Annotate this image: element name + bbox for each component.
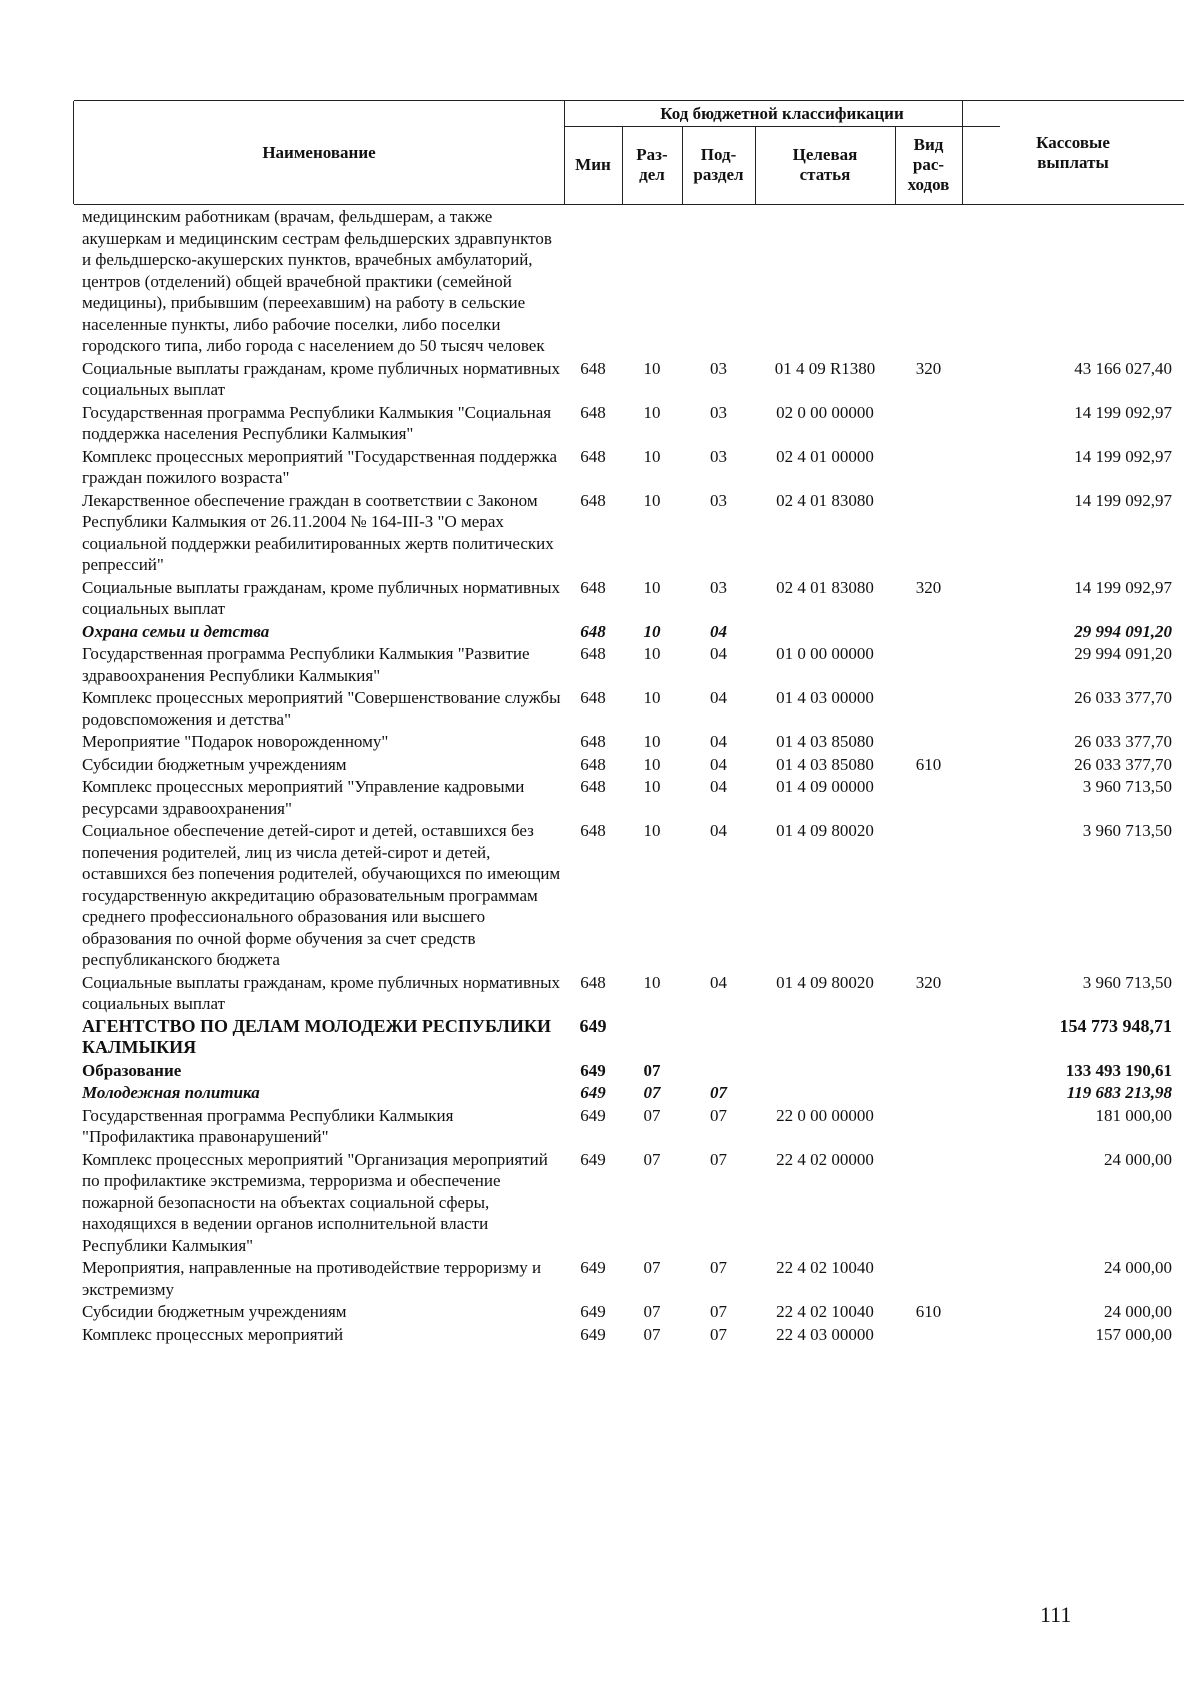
- row-min: 649: [580, 1258, 606, 1277]
- table-row: [74, 819, 1184, 971]
- row-podrazdel: 03: [710, 402, 727, 422]
- row-name: Комплекс процессных мероприятий "Совершенствование службы родовспоможения и детства": [82, 688, 561, 729]
- table-row: [74, 753, 1184, 776]
- row-podrazdel: 07: [710, 1302, 727, 1321]
- row-podrazdel: 04: [710, 754, 727, 774]
- row-razdel: 10: [643, 777, 661, 796]
- budget-table: [74, 100, 1184, 1345]
- row-min: 648: [580, 490, 606, 510]
- row-razdel: 10: [643, 577, 661, 597]
- row-name: АГЕНТСТВО ПО ДЕЛАМ МОЛОДЕЖИ РЕСПУБЛИКИ КАЛМЫКИЯ: [82, 1015, 551, 1057]
- row-name: Комплекс процессных мероприятий "Государственная поддержка граждан пожилого возраста": [82, 446, 558, 487]
- row-podrazdel: 04: [710, 972, 727, 992]
- table-row: [74, 775, 1184, 819]
- row-vid: [895, 687, 962, 730]
- row-min: 649: [580, 1324, 606, 1344]
- table-row: [74, 357, 1184, 401]
- row-celevaya: 22 4 03 00000: [776, 1324, 874, 1344]
- row-min: 648: [580, 777, 606, 796]
- table-row: [74, 642, 1184, 686]
- row-amount: 26 033 377,70: [1074, 732, 1172, 751]
- table-row: [74, 620, 1184, 643]
- row-celevaya: [755, 1082, 895, 1104]
- row-vid: [895, 1257, 962, 1300]
- row-name: Социальные выплаты гражданам, кроме публичных нормативных социальных выплат: [82, 972, 561, 1013]
- row-podrazdel: [682, 1016, 755, 1059]
- row-celevaya: 02 4 01 00000: [776, 446, 874, 466]
- header-razdel: Раз- дел: [636, 145, 668, 184]
- row-min: 649: [580, 1149, 606, 1169]
- row-razdel: 07: [643, 1302, 661, 1321]
- row-vid: [895, 643, 962, 686]
- row-amount: 26 033 377,70: [1074, 754, 1172, 774]
- table-row: [74, 1015, 1184, 1059]
- row-podrazdel: 04: [710, 777, 727, 796]
- row-amount: 181 000,00: [1095, 1105, 1172, 1125]
- row-vid: 320: [915, 358, 942, 378]
- row-vid: 320: [915, 577, 942, 597]
- table-row: [74, 1059, 1184, 1082]
- row-razdel: 10: [643, 358, 661, 378]
- header-vid: Вид рас- ходов: [907, 135, 950, 194]
- table-row: [74, 489, 1184, 576]
- row-razdel: 07: [643, 1149, 661, 1169]
- table-row: [74, 971, 1184, 1015]
- row-amount: 24 000,00: [1104, 1302, 1172, 1321]
- row-celevaya: 01 4 09 80020: [776, 972, 874, 992]
- page-number: 111: [1040, 1602, 1072, 1627]
- row-min: 648: [580, 358, 606, 378]
- row-amount: 24 000,00: [1104, 1258, 1172, 1277]
- row-celevaya: 01 4 03 85080: [776, 732, 874, 751]
- table-row: [74, 445, 1184, 489]
- table-body: [74, 205, 1184, 1345]
- row-vid: 320: [915, 972, 942, 992]
- row-amount: 14 199 092,97: [1074, 490, 1172, 510]
- row-celevaya: 01 4 03 00000: [776, 688, 874, 707]
- header-min: Мин: [575, 155, 611, 174]
- row-vid: [895, 820, 962, 971]
- row-razdel: 07: [643, 1258, 661, 1277]
- row-podrazdel: 07: [710, 1324, 727, 1344]
- row-amount: 157 000,00: [1095, 1324, 1172, 1344]
- row-name: Образование: [82, 1060, 182, 1080]
- row-razdel: 10: [643, 402, 661, 422]
- row-amount: 14 199 092,97: [1074, 402, 1172, 422]
- row-vid: [895, 776, 962, 819]
- table-row: [74, 686, 1184, 730]
- row-min: 649: [579, 1015, 607, 1036]
- row-razdel: 10: [643, 688, 661, 707]
- row-celevaya: [755, 621, 895, 643]
- row-celevaya: 22 4 02 10040: [776, 1258, 874, 1277]
- row-razdel: [622, 206, 682, 357]
- row-razdel: 10: [643, 972, 661, 992]
- row-amount: 119 683 213,98: [1066, 1083, 1172, 1102]
- row-celevaya: [755, 1016, 895, 1059]
- table-row: [74, 401, 1184, 445]
- row-vid: [895, 621, 962, 643]
- row-celevaya: 01 0 00 00000: [776, 644, 874, 663]
- row-podrazdel: 03: [710, 577, 727, 597]
- row-podrazdel: 07: [710, 1105, 727, 1125]
- row-podrazdel: 07: [710, 1258, 727, 1277]
- table-row: [74, 1104, 1184, 1148]
- row-podrazdel: [682, 206, 755, 357]
- row-razdel: 07: [643, 1083, 661, 1102]
- row-min: 648: [580, 821, 606, 840]
- row-podrazdel: 07: [710, 1083, 727, 1102]
- row-podrazdel: 04: [710, 732, 727, 751]
- row-vid: [895, 206, 962, 357]
- row-razdel: [622, 1016, 682, 1059]
- row-amount: 29 994 091,20: [1074, 621, 1172, 641]
- row-name: Государственная программа Республики Калмыкия "Социальная поддержка населения Республики Калмыкия": [82, 402, 552, 443]
- row-vid: [895, 1016, 962, 1059]
- table-row: [74, 1081, 1184, 1104]
- row-podrazdel: 03: [710, 490, 727, 510]
- row-podrazdel: 04: [710, 644, 727, 663]
- row-vid: [895, 1060, 962, 1082]
- row-celevaya: 22 0 00 00000: [776, 1105, 874, 1125]
- row-amount: [962, 206, 1180, 357]
- row-amount: 43 166 027,40: [1074, 358, 1172, 378]
- row-amount: 14 199 092,97: [1074, 446, 1172, 466]
- row-min: 649: [580, 1083, 606, 1102]
- header-kbk: Код бюджетной классификации: [564, 101, 1000, 127]
- row-razdel: 07: [643, 1060, 661, 1080]
- row-amount: 3 960 713,50: [1082, 777, 1172, 796]
- row-name: Государственная программа Республики Калмыкия "Развитие здравоохранения Республики Калмыкия": [82, 644, 530, 685]
- row-vid: [895, 1082, 962, 1104]
- table-row: [74, 1256, 1184, 1300]
- row-razdel: 10: [643, 754, 661, 774]
- row-min: 648: [580, 446, 606, 466]
- row-name: Мероприятие "Подарок новорожденному": [82, 732, 389, 751]
- row-name: медицинским работникам (врачам, фельдшерам, а также акушеркам и медицинским сестрам фельдшерских здравпунктов и фельдшерско-акушерских пунктов, врачебных амбулаторий, центров (отделений) общей врачебной практики (семейной медицины), прибывшим (переехавшим) на работу в сельские населенные пункты, либо рабочие поселки, либо поселки городского типа, либо города с населением до 50 тысяч человек: [82, 207, 552, 355]
- row-podrazdel: 04: [710, 621, 727, 641]
- row-min: 648: [580, 577, 606, 597]
- row-min: 649: [580, 1060, 606, 1080]
- row-celevaya: 02 4 01 83080: [776, 490, 874, 510]
- row-podrazdel: 04: [710, 821, 727, 840]
- table-row: [74, 1323, 1184, 1346]
- row-celevaya: 01 4 09 80020: [776, 821, 874, 840]
- row-min: 648: [580, 621, 606, 641]
- row-name: Охрана семьи и детства: [82, 621, 270, 641]
- row-celevaya: [755, 206, 895, 357]
- row-vid: [895, 1149, 962, 1257]
- row-min: 649: [580, 1302, 606, 1321]
- row-name: Комплекс процессных мероприятий "Управление кадровыми ресурсами здравоохранения": [82, 777, 525, 818]
- row-razdel: 10: [643, 490, 661, 510]
- row-podrazdel: 07: [710, 1149, 727, 1169]
- row-vid: 610: [915, 754, 942, 774]
- row-vid: [895, 490, 962, 576]
- row-razdel: 07: [643, 1324, 661, 1344]
- row-celevaya: 01 4 09 R1380: [774, 358, 876, 378]
- table-row: [74, 576, 1184, 620]
- row-name: Государственная программа Республики Калмыкия "Профилактика правонарушений": [82, 1105, 454, 1146]
- row-celevaya: [755, 1060, 895, 1082]
- header-celevaya: Целевая статья: [792, 145, 858, 184]
- row-name: Социальные выплаты гражданам, кроме публичных нормативных социальных выплат: [82, 577, 561, 618]
- row-vid: [895, 402, 962, 445]
- header-kassa: Кассовые выплаты: [1036, 132, 1110, 172]
- table-row: [74, 730, 1184, 753]
- row-amount: 3 960 713,50: [1082, 972, 1172, 992]
- row-celevaya: 01 4 03 85080: [776, 754, 874, 774]
- row-amount: 24 000,00: [1104, 1149, 1172, 1169]
- row-name: Молодежная политика: [82, 1083, 260, 1102]
- row-celevaya: 02 4 01 83080: [776, 577, 874, 597]
- row-razdel: 10: [643, 732, 661, 751]
- table-row: [74, 1300, 1184, 1323]
- row-min: 648: [580, 972, 606, 992]
- row-name: Субсидии бюджетным учреждениям: [82, 1302, 347, 1321]
- header-name: Наименование: [262, 142, 376, 162]
- table-row: [74, 1148, 1184, 1257]
- row-name: Лекарственное обеспечение граждан в соответствии с Законом Республики Калмыкия от 26.11.2004 № 164-III-З "О мерах социальной поддержки реабилитированных жертв политических репрессий": [82, 490, 554, 574]
- row-amount: 29 994 091,20: [1074, 644, 1172, 663]
- row-min: [564, 206, 622, 357]
- row-celevaya: 22 4 02 00000: [776, 1149, 874, 1169]
- row-name: Комплекс процессных мероприятий "Организация мероприятий по профилактике экстремизма, терроризма и обеспечение пожарной безопасности на объектах социальной сферы, находящихся в ведении органов исполнительной власти Республики Калмыкия": [82, 1149, 548, 1255]
- row-min: 648: [580, 688, 606, 707]
- row-vid: [895, 446, 962, 489]
- row-podrazdel: [682, 1060, 755, 1082]
- row-name: Субсидии бюджетным учреждениям: [82, 754, 347, 774]
- row-vid: [895, 1105, 962, 1148]
- row-min: 648: [580, 644, 606, 663]
- row-amount: 26 033 377,70: [1074, 688, 1172, 707]
- row-podrazdel: 03: [710, 358, 727, 378]
- row-podrazdel: 04: [710, 688, 727, 707]
- row-razdel: 10: [643, 821, 661, 840]
- row-vid: [895, 1324, 962, 1346]
- row-vid: [895, 731, 962, 753]
- row-min: 648: [580, 754, 606, 774]
- row-name: Социальное обеспечение детей-сирот и детей, оставшихся без попечения родителей, лиц из числа детей-сирот и детей, оставшихся без попечения родителей, обучающихся по имеющим государственную аккредитацию образовательным программам среднего профессионального образования или высшего образования по очной форме обучения за счет средств республиканского бюджета: [82, 821, 561, 969]
- row-amount: 3 960 713,50: [1082, 821, 1172, 840]
- row-celevaya: 22 4 02 10040: [776, 1302, 874, 1321]
- row-amount: 154 773 948,71: [1059, 1015, 1172, 1036]
- row-min: 648: [580, 402, 606, 422]
- row-name: Мероприятия, направленные на противодействие терроризму и экстремизму: [82, 1258, 542, 1299]
- row-amount: 133 493 190,61: [1065, 1060, 1172, 1080]
- row-podrazdel: 03: [710, 446, 727, 466]
- row-min: 648: [580, 732, 606, 751]
- row-celevaya: 02 0 00 00000: [776, 402, 874, 422]
- table-header: [74, 100, 1184, 205]
- row-amount: 14 199 092,97: [1074, 577, 1172, 597]
- row-name: Комплекс процессных мероприятий: [82, 1324, 344, 1344]
- row-razdel: 10: [643, 644, 661, 663]
- row-vid: 610: [915, 1302, 942, 1321]
- row-razdel: 10: [643, 446, 661, 466]
- row-razdel: 07: [643, 1105, 661, 1125]
- table-row: [74, 205, 1184, 357]
- row-min: 649: [580, 1105, 606, 1125]
- row-celevaya: 01 4 09 00000: [776, 777, 874, 796]
- header-podrazdel: Под- раздел: [693, 145, 744, 184]
- row-razdel: 10: [643, 621, 661, 641]
- row-name: Социальные выплаты гражданам, кроме публичных нормативных социальных выплат: [82, 358, 561, 399]
